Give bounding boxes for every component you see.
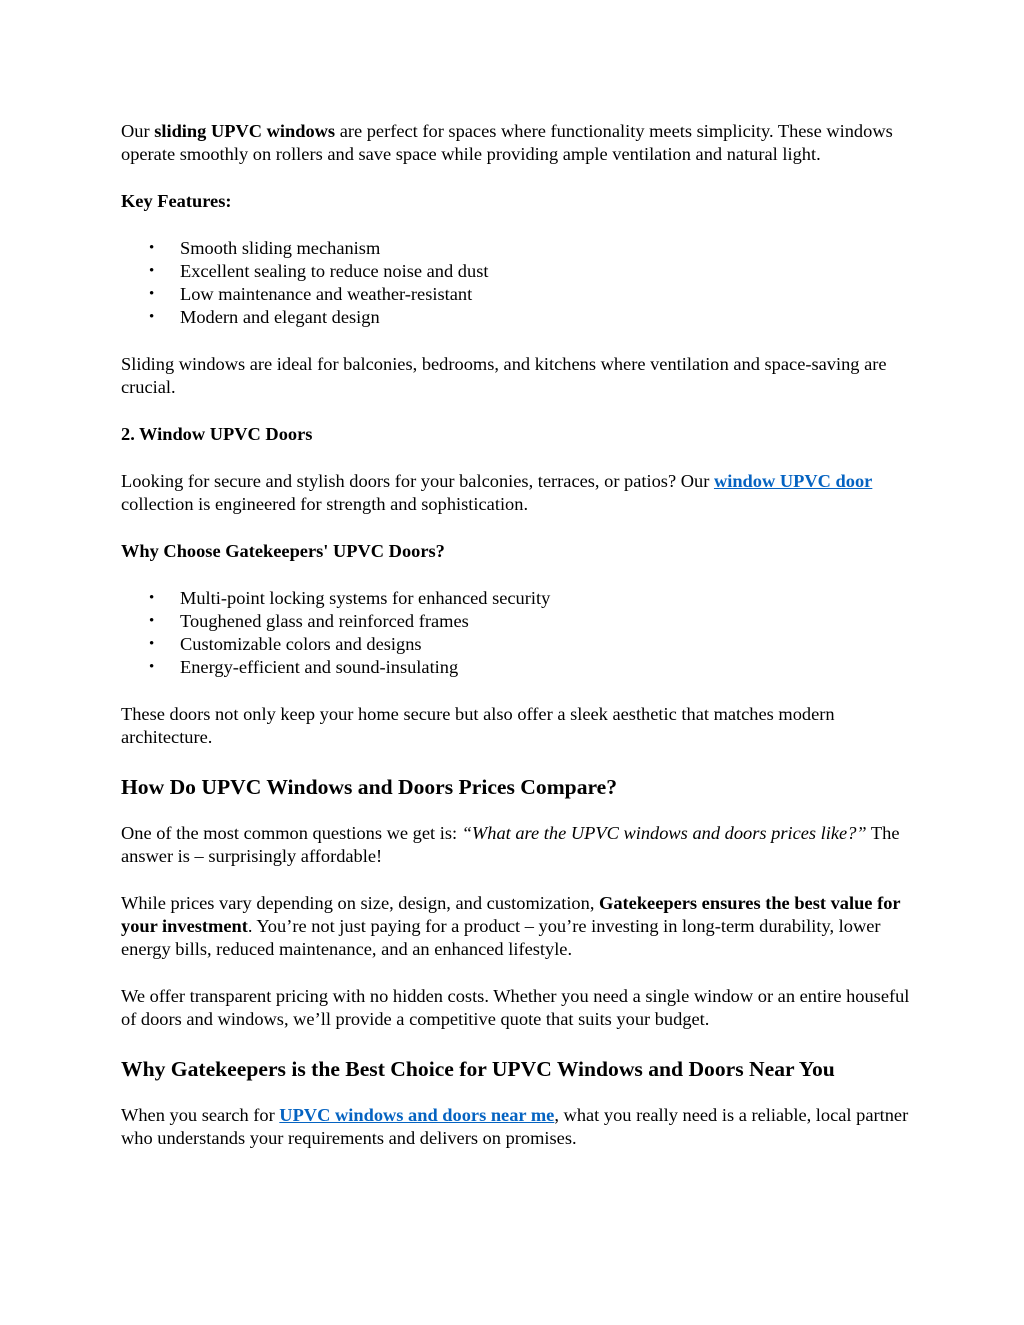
section2-heading-text: 2. Window UPVC Doors bbox=[121, 424, 313, 444]
section2-post: collection is engineered for strength and sophistication. bbox=[121, 494, 529, 514]
prices-p1-post: The answer is – surprisingly affordable! bbox=[121, 823, 900, 866]
doors-summary-paragraph: These doors not only keep your home secure but also offer a sleek aesthetic that matches modern architecture. bbox=[121, 704, 835, 747]
prices-p2-post: . You’re not just paying for a product – you’re investing in long-term durability, lower energy bills, reduced maintenance, and an enhanced lifestyle. bbox=[121, 916, 881, 959]
best-choice-post: , what you really need is a reliable, local partner who understands your requirements and delivers on promises. bbox=[121, 1105, 909, 1148]
list-item-text: Customizable colors and designs bbox=[180, 634, 422, 654]
prices-p2-bold: Gatekeepers ensures the best value for your investment bbox=[121, 893, 901, 936]
bullet-icon: • bbox=[149, 636, 155, 652]
list-item-text: Energy-efficient and sound-insulating bbox=[180, 657, 459, 677]
list-item bbox=[121, 260, 911, 283]
list-item-text: Low maintenance and weather-resistant bbox=[180, 284, 473, 304]
bullet-icon: • bbox=[149, 309, 155, 325]
key-features-heading-text: Key Features: bbox=[121, 191, 232, 211]
why-choose-list bbox=[121, 587, 911, 679]
prices-p1-quote: “What are the UPVC windows and doors prices like?” bbox=[461, 823, 867, 843]
bullet-icon: • bbox=[149, 286, 155, 302]
section2-pre: Looking for secure and stylish doors for your balconies, terraces, or patios? Our bbox=[121, 471, 714, 491]
why-choose-heading-text: Why Choose Gatekeepers' UPVC Doors? bbox=[121, 541, 445, 561]
best-choice-heading: Why Gatekeepers is the Best Choice for UPVC Windows and Doors Near You bbox=[121, 1057, 835, 1081]
section2-heading bbox=[121, 423, 911, 446]
why-choose-heading bbox=[121, 540, 911, 563]
prices-heading: How Do UPVC Windows and Doors Prices Compare? bbox=[121, 775, 618, 799]
key-features-heading bbox=[121, 190, 911, 213]
list-item bbox=[121, 283, 911, 306]
bullet-icon: • bbox=[149, 659, 155, 675]
prices-paragraph-3: We offer transparent pricing with no hidden costs. Whether you need a single window or an entire houseful of doors and windows, we’ll provide a competitive quote that suits your budget. bbox=[121, 986, 910, 1029]
upvc-near-me-link[interactable]: UPVC windows and doors near me bbox=[279, 1105, 555, 1125]
intro-post: are perfect for spaces where functionality meets simplicity. These windows operate smoothly on rollers and save space while providing ample ventilation and natural light. bbox=[121, 121, 893, 164]
sliding-summary-paragraph: Sliding windows are ideal for balconies, bedrooms, and kitchens where ventilation and space-saving are crucial. bbox=[121, 354, 887, 397]
prices-p1-pre: One of the most common questions we get is: bbox=[121, 823, 462, 843]
best-choice-pre: When you search for bbox=[121, 1105, 280, 1125]
prices-paragraph-2 bbox=[121, 892, 911, 961]
list-item-text: Toughened glass and reinforced frames bbox=[180, 611, 469, 631]
list-item bbox=[121, 633, 911, 656]
prices-p2-pre: While prices vary depending on size, design, and customization, bbox=[121, 893, 600, 913]
list-item bbox=[121, 237, 911, 260]
list-item-text: Excellent sealing to reduce noise and dust bbox=[180, 261, 489, 281]
list-item-text: Modern and elegant design bbox=[180, 307, 380, 327]
prices-paragraph-1 bbox=[121, 822, 911, 868]
bullet-icon: • bbox=[149, 613, 155, 629]
list-item bbox=[121, 306, 911, 329]
window-upvc-door-link[interactable]: window UPVC door bbox=[713, 471, 873, 491]
intro-pre: Our bbox=[121, 121, 155, 141]
key-features-list bbox=[121, 237, 911, 329]
list-item bbox=[121, 610, 911, 633]
section2-paragraph bbox=[121, 470, 911, 516]
bullet-icon: • bbox=[149, 263, 155, 279]
best-choice-paragraph bbox=[121, 1104, 911, 1150]
list-item bbox=[121, 587, 911, 610]
intro-paragraph bbox=[121, 120, 911, 166]
list-item bbox=[121, 656, 911, 679]
list-item-text: Smooth sliding mechanism bbox=[180, 238, 381, 258]
list-item-text: Multi-point locking systems for enhanced security bbox=[180, 588, 551, 608]
bullet-icon: • bbox=[149, 240, 155, 256]
intro-bold: sliding UPVC windows bbox=[154, 121, 336, 141]
bullet-icon: • bbox=[149, 590, 155, 606]
document-page bbox=[121, 120, 911, 1174]
